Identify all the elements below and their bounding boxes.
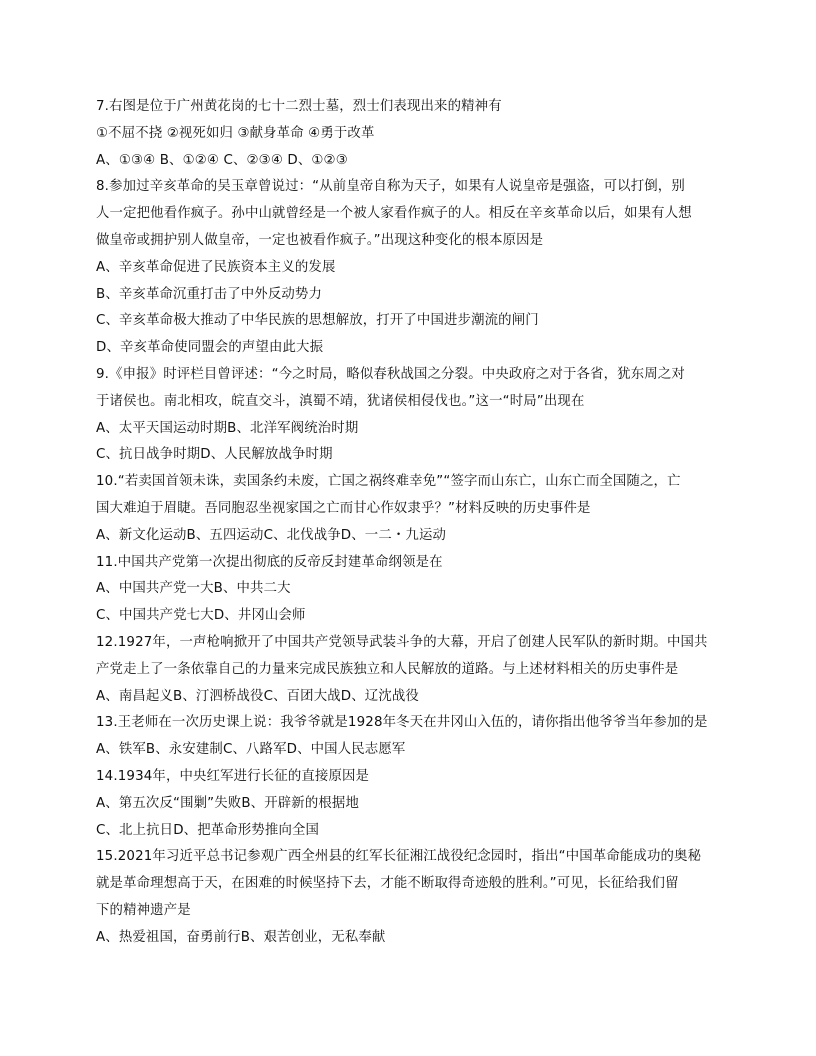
q9-stem-line-1: 9.《申报》时评栏目曾评述：“今之时局，略似春秋战国之分裂。中央政府之对于各省，犹东周之对 [96, 366, 685, 382]
q14-options-ab: A、第五次反“围剿”失败B、开辟新的根据地 [96, 795, 360, 811]
q8-option-d: D、辛亥革命使同盟会的声望由此大振 [96, 340, 324, 356]
q15-stem-line-3: 下的精神遗产是 [96, 902, 191, 918]
q8-stem-line-3: 做皇帝或拥护别人做皇帝，一定也被看作疯子。”出现这种变化的根本原因是 [96, 232, 544, 248]
q12-stem-line-2: 产党走上了一条依靠自己的力量来完成民族独立和人民解放的道路。与上述材料相关的历史事件是 [96, 661, 679, 677]
q9-options-ab: A、太平天国运动时期B、北洋军阀统治时期 [96, 420, 359, 436]
q9-options-cd: C、抗日战争时期D、人民解放战争时期 [96, 447, 333, 463]
q13-options: A、铁军B、永安建制C、八路军D、中国人民志愿军 [96, 742, 406, 758]
document-page [96, 94, 722, 952]
q7-statements: ①不屈不挠 ②视死如归 ③献身革命 ④勇于改革 [96, 125, 375, 141]
q13-stem: 13.王老师在一次历史课上说：我爷爷就是1928年冬天在井冈山入伍的，请你指出他爷爷当年参加的是 [96, 715, 708, 731]
q14-stem: 14.1934年，中央红军进行长征的直接原因是 [96, 768, 370, 784]
q15-stem-line-2: 就是革命理想高于天，在困难的时候坚持下去，才能不断取得奇迹般的胜利。”可见，长征给我们留 [96, 876, 679, 892]
q8-stem-line-1: 8.参加过辛亥革命的吴玉章曾说过：“从前皇帝自称为天子，如果有人说皇帝是强盗，可以打倒，别 [96, 179, 685, 195]
q9-stem-line-2: 于诸侯也。南北相攻，皖直交斗，滇蜀不靖，犹诸侯相侵伐也。”这一“时局”出现在 [96, 393, 585, 409]
q12-stem-line-1: 12.1927年，一声枪响掀开了中国共产党领导武装斗争的大幕，开启了创建人民军队的新时期。中国共 [96, 634, 708, 650]
q8-option-c: C、辛亥革命极大推动了中华民族的思想解放，打开了中国进步潮流的闸门 [96, 313, 539, 329]
q12-options: A、南昌起义B、汀泗桥战役C、百团大战D、辽沈战役 [96, 688, 419, 704]
q10-stem-line-2: 国大难迫于眉睫。吾同胞忍坐视家国之亡而甘心作奴隶乎？”材料反映的历史事件是 [96, 500, 591, 516]
q8-option-a: A、辛亥革命促进了民族资本主义的发展 [96, 259, 336, 275]
q15-options-ab: A、热爱祖国，奋勇前行B、艰苦创业，无私奉献 [96, 929, 386, 945]
q8-stem-line-2: 人一定把他看作疯子。孙中山就曾经是一个被人家看作疯子的人。相反在辛亥革命以后，如果有人想 [96, 206, 692, 222]
q7-stem: 7.右图是位于广州黄花岗的七十二烈士墓，烈士们表现出来的精神有 [96, 99, 502, 114]
q10-options: A、新文化运动B、五四运动C、北伐战争D、一二・九运动 [96, 527, 447, 543]
q15-stem-line-1: 15.2021年习近平总书记参观广西全州县的红军长征湘江战役纪念园时，指出“中国革命能成功的奥秘 [96, 849, 702, 865]
q8-option-b: B、辛亥革命沉重打击了中外反动势力 [96, 286, 322, 302]
q10-stem-line-1: 10.“若卖国首领未诛，卖国条约未废，亡国之祸终难幸免”“签字而山东亡，山东亡而全国随之，亡 [96, 474, 681, 490]
q11-stem: 11.中国共产党第一次提出彻底的反帝反封建革命纲领是在 [96, 554, 443, 570]
q14-options-cd: C、北上抗日D、把革命形势推向全国 [96, 822, 320, 838]
q11-options-cd: C、中国共产党七大D、井冈山会师 [96, 608, 306, 624]
q7-options: A、①③④ B、①②④ C、②③④ D、①②③ [96, 152, 348, 168]
q11-options-ab: A、中国共产党一大B、中共二大 [96, 581, 291, 597]
